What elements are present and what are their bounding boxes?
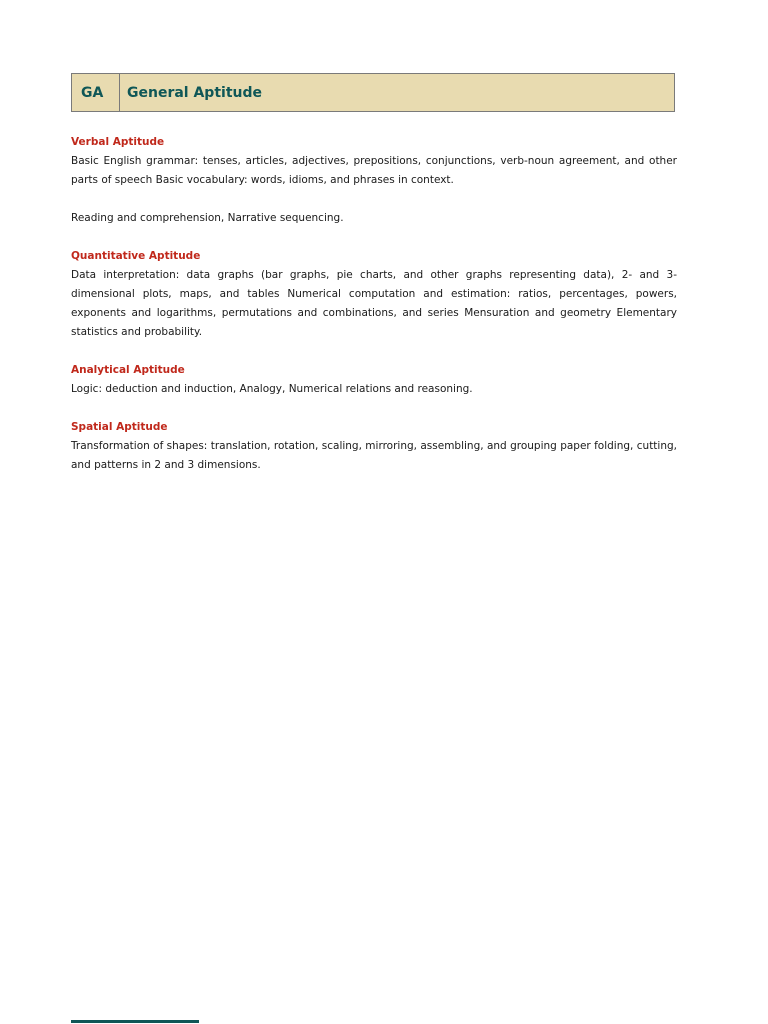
subsection-paragraph: Transformation of shapes: translation, rotation, scaling, mirroring, assembling, and grouping paper folding, cutting, and patterns in 2 and 3 dimensions. xyxy=(71,440,677,471)
section-header-table xyxy=(71,73,675,112)
section-quantitative-aptitude xyxy=(71,247,677,342)
subsection-paragraph: Basic English grammar: tenses, articles, adjectives, prepositions, conjunctions, verb-noun agreement, and other parts of speech Basic vocabulary: words, idioms, and phrases in context. xyxy=(71,155,677,186)
subsection-heading: Spatial Aptitude xyxy=(71,421,168,433)
subsection-paragraph: Data interpretation: data graphs (bar graphs, pie charts, and other graphs representing data), 2- and 3-dimensional plots, maps, and tables Numerical computation and estimation: ratios, percentages, powers, exponents and logarithms, permutations and combinations, and series Mensuration and geometry Elementary statistics and probability. xyxy=(71,269,677,338)
section-code: GA xyxy=(72,74,120,111)
subsection-heading: Quantitative Aptitude xyxy=(71,250,201,262)
section-analytical-aptitude xyxy=(71,361,677,399)
subsection-heading: Analytical Aptitude xyxy=(71,364,185,376)
section-title-header: General Aptitude xyxy=(127,84,262,101)
subsection-paragraph: Reading and comprehension, Narrative sequencing. xyxy=(71,212,344,224)
subsection-heading: Verbal Aptitude xyxy=(71,136,165,148)
subsection-paragraph: Logic: deduction and induction, Analogy, Numerical relations and reasoning. xyxy=(71,383,473,395)
section-spatial-aptitude xyxy=(71,418,677,475)
section-verbal-aptitude xyxy=(71,133,677,228)
syllabus-content xyxy=(71,133,677,494)
footer-rule xyxy=(71,1020,199,1023)
